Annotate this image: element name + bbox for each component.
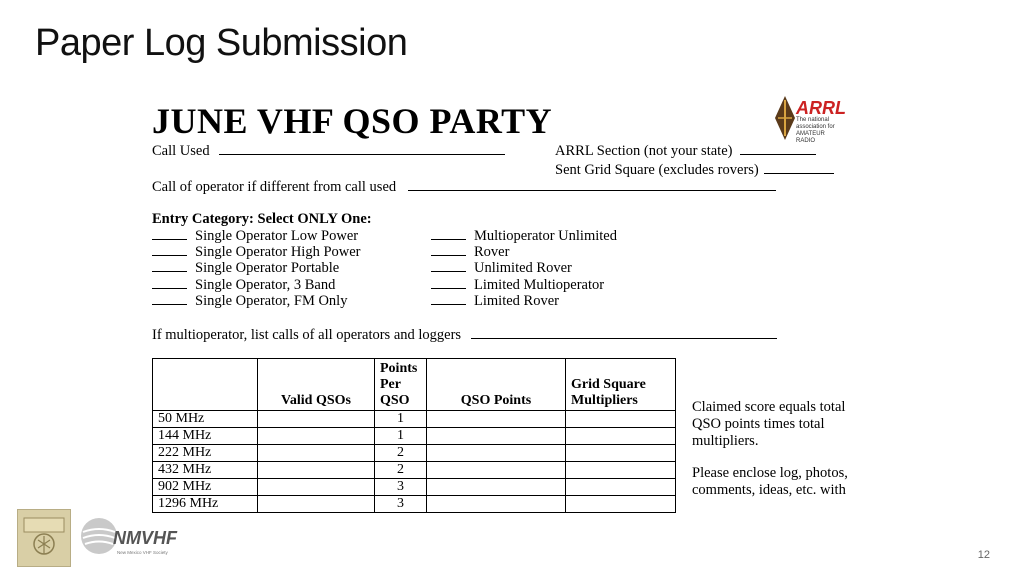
nmvhf-logo-graphic [79,514,179,558]
category-checkbox[interactable] [431,293,466,305]
enclose-note: Please enclose log, photos, comments, ideas, etc. with [692,465,848,498]
band-cell: 902 MHz [153,479,258,496]
category-left-2[interactable] [152,244,361,261]
score-table [152,358,676,513]
points-cell: 1 [375,428,427,445]
category-label: Limited Rover [474,293,559,309]
nmvhf-logo [79,514,179,558]
category-checkbox[interactable] [152,244,187,256]
call-used-field[interactable] [219,142,505,155]
table-header-cell: Grid Square Multipliers [566,359,676,411]
category-checkbox[interactable] [431,260,466,272]
contest-logo [17,509,71,567]
points-cell: 1 [375,411,427,428]
category-checkbox[interactable] [431,228,466,240]
category-checkbox[interactable] [152,228,187,240]
category-left-1[interactable] [152,228,358,245]
points-cell: 2 [375,445,427,462]
grid-row [555,161,834,179]
qso-points-cell[interactable] [427,496,566,513]
category-label: Single Operator, 3 Band [195,277,336,293]
multiop-row [152,326,777,344]
points-cell: 2 [375,462,427,479]
category-checkbox[interactable] [152,277,187,289]
multipliers-cell[interactable] [566,428,676,445]
valid-qsos-cell[interactable] [258,428,375,445]
table-row [153,462,676,479]
band-cell: 1296 MHz [153,496,258,513]
table-header-cell: QSO Points [427,359,566,411]
qso-points-cell[interactable] [427,479,566,496]
points-cell: 3 [375,496,427,513]
valid-qsos-cell[interactable] [258,445,375,462]
multipliers-cell[interactable] [566,479,676,496]
category-checkbox[interactable] [152,293,187,305]
qso-points-cell[interactable] [427,445,566,462]
category-right-3[interactable] [431,260,572,277]
multipliers-cell[interactable] [566,445,676,462]
table-row [153,445,676,462]
grid-field[interactable] [764,161,834,174]
multipliers-cell[interactable] [566,411,676,428]
band-cell: 432 MHz [153,462,258,479]
call-used-label: Call Used [152,143,210,159]
multiop-label: If multioperator, list calls of all operators and loggers [152,327,462,343]
valid-qsos-cell[interactable] [258,479,375,496]
category-label: Single Operator, FM Only [195,293,348,309]
category-label: Rover [474,244,510,260]
category-label: Single Operator Low Power [195,228,359,244]
table-row [153,496,676,513]
valid-qsos-cell[interactable] [258,496,375,513]
paper-log-form [152,96,872,511]
operator-row [152,178,776,196]
form-title: JUNE VHF QSO PARTY [152,101,553,141]
table-row [153,411,676,428]
multipliers-cell[interactable] [566,496,676,513]
contest-emblem-icon [18,510,70,566]
operator-label: Call of operator if different from call used [152,179,397,195]
table-header-cell: Valid QSOs [258,359,375,411]
operator-field[interactable] [408,178,776,191]
category-label: Single Operator Portable [195,260,340,276]
nmvhf-logo-tagline: New Mexico VHF Society [117,550,168,555]
score-note: Claimed score equals total QSO points times total multipliers. [692,399,846,449]
multiop-field[interactable] [471,326,777,339]
table-header-cell [153,359,258,411]
qso-points-cell[interactable] [427,462,566,479]
qso-points-cell[interactable] [427,428,566,445]
section-label: ARRL Section (not your state) [555,143,733,159]
category-label: Single Operator High Power [195,244,361,260]
category-label: Unlimited Rover [474,260,572,276]
valid-qsos-cell[interactable] [258,411,375,428]
category-label: Multioperator Unlimited [474,228,617,244]
entry-category-heading: Entry Category: Select ONLY One: [152,211,372,227]
valid-qsos-cell[interactable] [258,462,375,479]
section-row [555,142,816,160]
call-used-row [152,142,505,160]
category-label: Limited Multioperator [474,277,605,293]
category-right-5[interactable] [431,293,559,310]
category-left-4[interactable] [152,277,335,294]
arrl-logo-text: ARRL [796,98,846,118]
arrl-diamond-icon [774,96,796,140]
section-field[interactable] [740,142,816,155]
category-checkbox[interactable] [152,260,187,272]
multipliers-cell[interactable] [566,462,676,479]
category-right-4[interactable] [431,277,604,294]
table-header-cell: Points Per QSO [375,359,427,411]
category-right-2[interactable] [431,244,509,261]
category-checkbox[interactable] [431,244,466,256]
category-left-3[interactable] [152,260,339,277]
slide-title: Paper Log Submission [35,22,408,64]
page-number: 12 [977,549,990,561]
nmvhf-logo-text: NMVHF [113,528,177,548]
qso-points-cell[interactable] [427,411,566,428]
arrl-logo [774,96,846,144]
category-checkbox[interactable] [431,277,466,289]
arrl-logo-tagline: The national association for AMATEUR RADIO [796,117,835,144]
table-header-row [153,359,676,411]
category-left-5[interactable] [152,293,347,310]
band-cell: 50 MHz [153,411,258,428]
points-cell: 3 [375,479,427,496]
band-cell: 144 MHz [153,428,258,445]
table-row [153,479,676,496]
table-row [153,428,676,445]
band-cell: 222 MHz [153,445,258,462]
grid-label: Sent Grid Square (excludes rovers) [555,162,759,178]
category-right-1[interactable] [431,228,617,245]
